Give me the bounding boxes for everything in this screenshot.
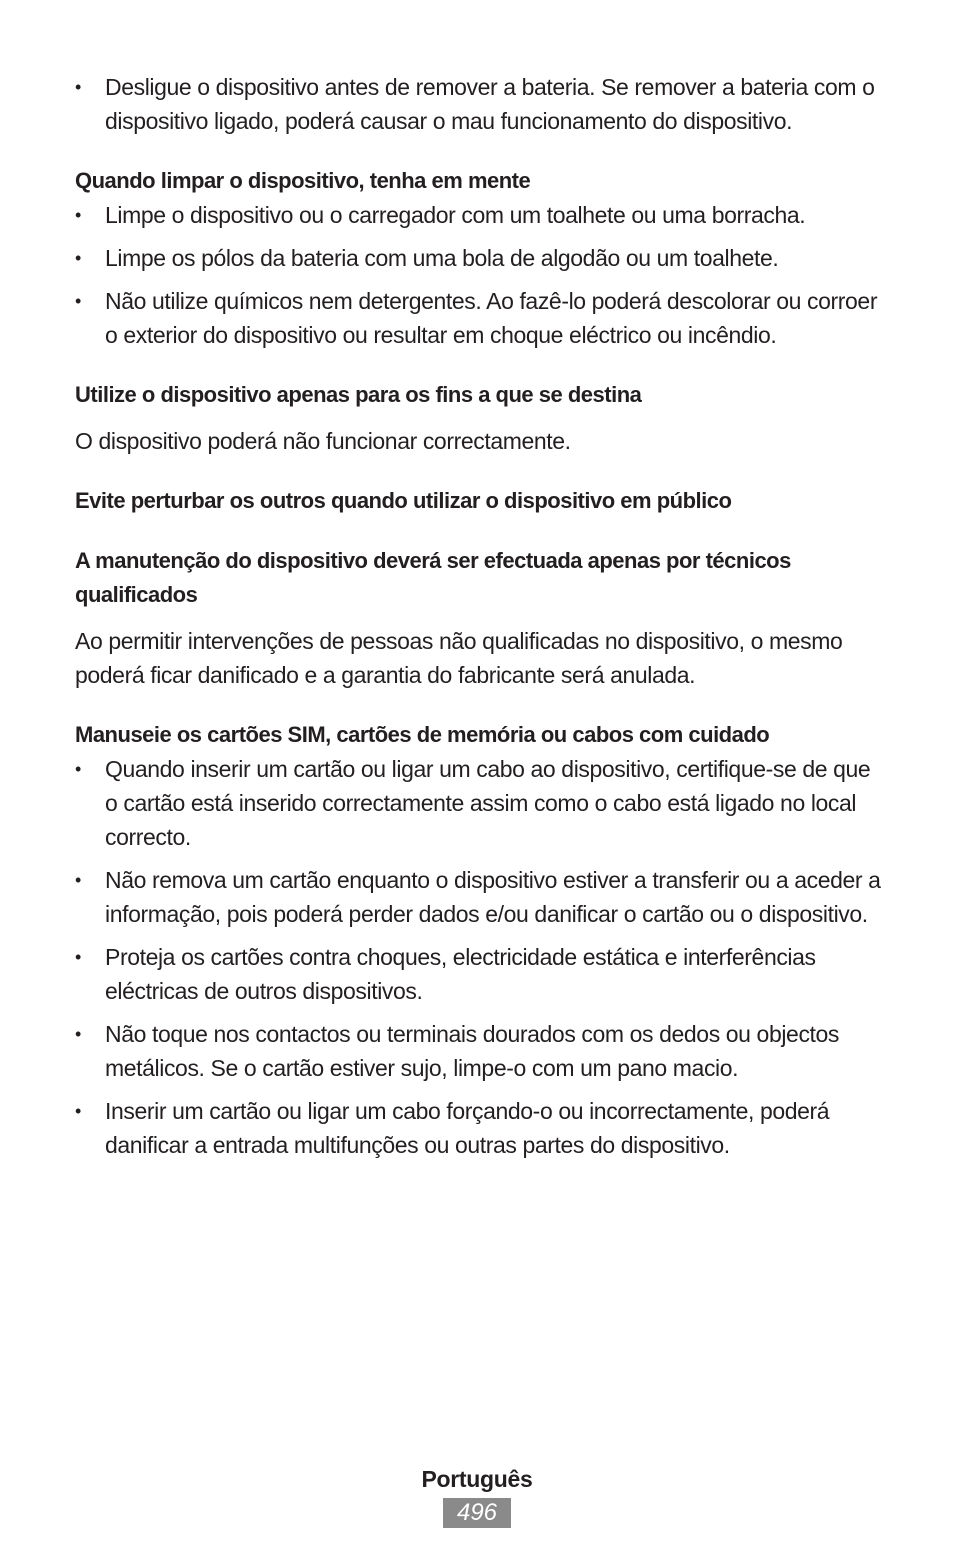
section-paragraph: Ao permitir intervenções de pessoas não qualificadas no dispositivo, o mesmo poderá ficar danificado e a garantia do fabricante será anulada.	[75, 628, 843, 688]
cleaning-bullet-list	[75, 198, 885, 352]
section-title-cards-cables: Manuseie os cartões SIM, cartões de memória ou cabos com cuidado	[75, 722, 770, 747]
list-item: • Limpe o dispositivo ou o carregador com um toalhete ou uma borracha.	[75, 198, 885, 232]
section-title-maintenance: A manutenção do dispositivo deverá ser efectuada apenas por técnicos qualificados	[75, 548, 791, 607]
section-title-cleaning: Quando limpar o dispositivo, tenha em mente	[75, 168, 531, 193]
list-item: • Desligue o dispositivo antes de remover a bateria. Se remover a bateria com o dispositivo ligado, poderá causar o mau funcionamento do dispositivo.	[75, 70, 885, 138]
list-item: • Não utilize químicos nem detergentes. Ao fazê-lo poderá descolorar ou corroer o exterior do dispositivo ou resultar em choque eléctrico ou incêndio.	[75, 284, 885, 352]
list-item: • Proteja os cartões contra choques, electricidade estática e interferências eléctricas de outros dispositivos.	[75, 940, 885, 1008]
list-item: • Inserir um cartão ou ligar um cabo forçando-o ou incorrectamente, poderá danificar a entrada multifunções ou outras partes do dispositivo.	[75, 1094, 885, 1162]
list-item: • Quando inserir um cartão ou ligar um cabo ao dispositivo, certifique-se de que o cartão está inserido correctamente assim como o cabo está ligado no local correcto.	[75, 752, 885, 854]
page-number-badge: 496	[443, 1498, 511, 1528]
list-item: • Não toque nos contactos ou terminais dourados com os dedos ou objectos metálicos. Se o cartão estiver sujo, limpe-o com um pano macio.	[75, 1017, 885, 1085]
intro-bullet-list	[75, 70, 885, 138]
section-title-intended-use: Utilize o dispositivo apenas para os fins a que se destina	[75, 382, 642, 407]
section-title-public-use: Evite perturbar os outros quando utilizar o dispositivo em público	[75, 488, 732, 513]
footer-language: Português	[421, 1466, 533, 1492]
cards-bullet-list	[75, 752, 885, 1162]
list-item: • Limpe os pólos da bateria com uma bola de algodão ou um toalhete.	[75, 241, 885, 275]
section-paragraph: O dispositivo poderá não funcionar correctamente.	[75, 428, 571, 454]
list-item: • Não remova um cartão enquanto o dispositivo estiver a transferir ou a aceder a informação, pois poderá perder dados e/ou danificar o cartão ou o dispositivo.	[75, 863, 885, 931]
document-page	[75, 70, 885, 1162]
page-footer	[0, 1462, 954, 1528]
